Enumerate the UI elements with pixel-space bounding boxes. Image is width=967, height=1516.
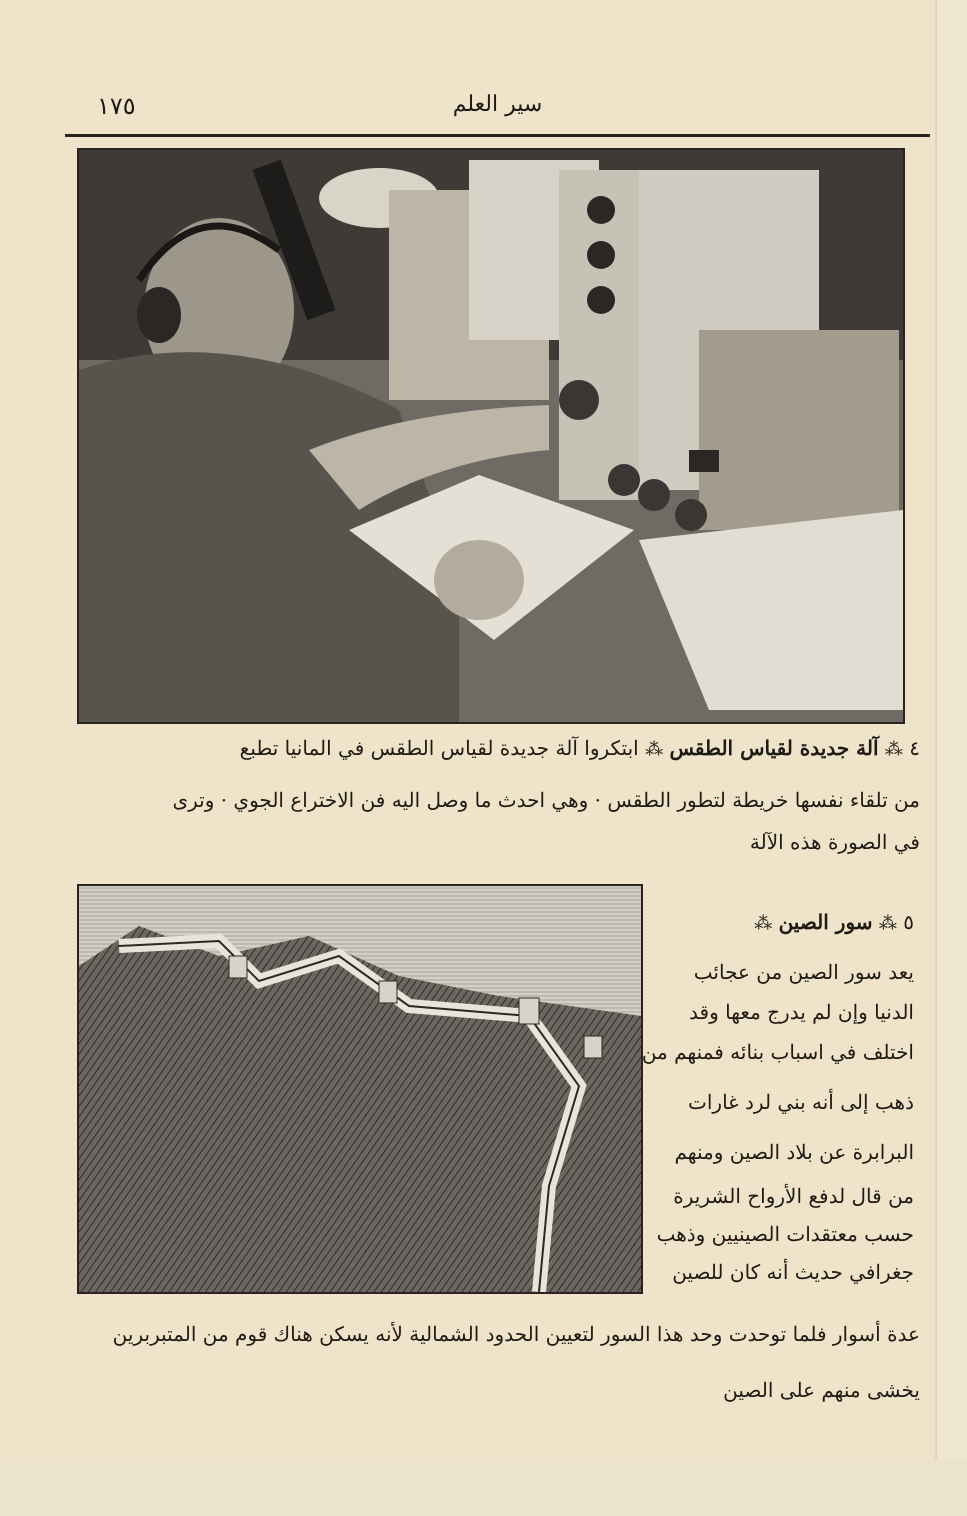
section-4-heading-line xyxy=(60,732,920,766)
section-5-text-line: عدة أسوار فلما توحدت وحد هذا السور لتعيين الحدود الشمالية لأنه يسكن هناك قوم من المتبربرين xyxy=(112,1322,920,1346)
page-number: ١٧٥ xyxy=(97,92,136,120)
ornament-icon: ⁂ xyxy=(884,739,903,760)
section-5-text-line: يخشى منهم على الصين xyxy=(723,1378,920,1402)
ornament-icon: ⁂ xyxy=(754,913,773,934)
section-5-number: ٥ xyxy=(903,910,914,934)
section-5-text-line: البرابرة عن بلاد الصين ومنهم xyxy=(674,1140,914,1164)
photo-illustration xyxy=(79,150,903,722)
section-5-text-line: اختلف في اسباب بنائه فمنهم من xyxy=(641,1040,914,1064)
header-rule xyxy=(65,134,930,137)
section-5-heading-line xyxy=(652,904,914,942)
section-5-text-line: يعد سور الصين من عجائب xyxy=(693,960,914,984)
section-5-text-line: من قال لدفع الأرواح الشريرة xyxy=(673,1184,914,1208)
great-wall-engraving xyxy=(77,884,643,1294)
weather-machine-photo xyxy=(77,148,905,724)
page-header xyxy=(65,82,930,130)
section-4-text-line: من تلقاء نفسها خريطة لتطور الطقس · وهي احدث ما وصل اليه فن الاختراع الجوي · وترى xyxy=(172,788,920,812)
section-4-text-line: ابتكروا آلة جديدة لقياس الطقس في المانيا تطبع xyxy=(239,736,639,760)
engraving-illustration xyxy=(79,886,641,1292)
section-5-text-line: ذهب إلى أنه بني لرد غارات xyxy=(688,1090,914,1114)
section-5-text-line: حسب معتقدات الصينيين وذهب xyxy=(656,1222,914,1246)
running-title: سير العلم xyxy=(452,92,543,117)
ornament-icon: ⁂ xyxy=(645,739,664,760)
section-5-text-line: جغرافي حديث أنه كان للصين xyxy=(672,1260,914,1284)
ornament-icon: ⁂ xyxy=(878,913,897,934)
section-5-text-line: الدنيا وإن لم يدرج معها وقد xyxy=(689,1000,914,1024)
page-margin xyxy=(0,1460,967,1516)
section-4-text-line: في الصورة هذه الآلة xyxy=(749,830,920,854)
section-5-title: سور الصين xyxy=(778,910,873,934)
section-4-title: آلة جديدة لقياس الطقس xyxy=(669,736,879,760)
section-4-number: ٤ xyxy=(909,736,920,760)
